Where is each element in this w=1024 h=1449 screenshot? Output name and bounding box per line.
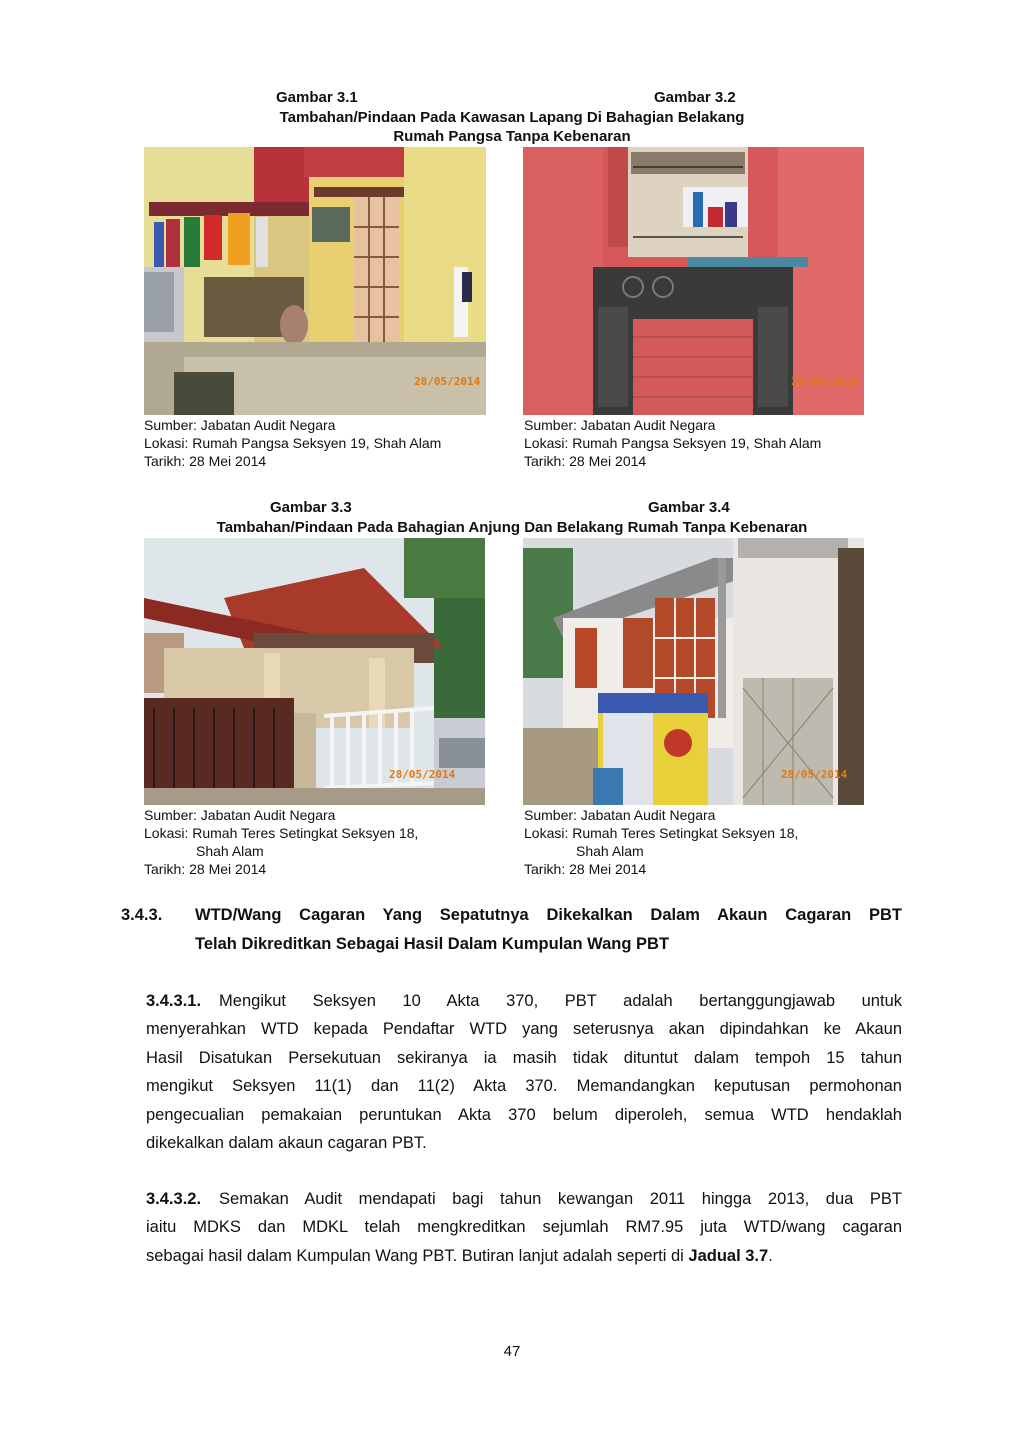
caption-date: Tarikh: 28 Mei 2014 bbox=[524, 861, 647, 877]
paragraph-end: . bbox=[768, 1246, 773, 1265]
paragraph-line: dikekalkan dalam akaun cagaran PBT. bbox=[146, 1134, 427, 1153]
caption-gambar-3-2 bbox=[524, 416, 821, 470]
paragraph-line: pengecualian pemakaian peruntukan Akta 370 belum diperoleh, semua WTD hendaklah bbox=[146, 1105, 902, 1124]
figure-label-3-3: Gambar 3.3 bbox=[270, 499, 352, 516]
paragraph-line bbox=[146, 1242, 902, 1270]
caption-source: Sumber: Jabatan Audit Negara bbox=[524, 807, 716, 823]
paragraph-line: Hasil Disatukan Persekutuan sekiranya ia masih tidak dituntut dalam tempoh 15 tahun bbox=[146, 1048, 902, 1067]
figure-label-3-2: Gambar 3.2 bbox=[654, 89, 736, 106]
paragraph-line-text: sebagai hasil dalam Kumpulan Wang PBT. Butiran lanjut adalah seperti di bbox=[146, 1246, 684, 1265]
caption-location-line2: Shah Alam bbox=[576, 843, 644, 859]
caption-date: Tarikh: 28 Mei 2014 bbox=[144, 453, 267, 469]
page-number: 47 bbox=[503, 1343, 521, 1360]
figure-label-3-1: Gambar 3.1 bbox=[276, 89, 358, 106]
photo4-datestamp: 28/05/2014 bbox=[781, 768, 848, 781]
caption-gambar-3-4 bbox=[524, 806, 798, 878]
photo-gambar-3-4 bbox=[523, 538, 864, 805]
caption-location: Lokasi: Rumah Pangsa Seksyen 19, Shah Alam bbox=[144, 435, 442, 451]
paragraph-number: 3.4.3.1. bbox=[146, 992, 202, 1010]
table-reference-link: Jadual 3.7 bbox=[688, 1246, 769, 1265]
figure-title-top-line2: Rumah Pangsa Tanpa Kebenaran bbox=[393, 128, 631, 145]
photo-gambar-3-2 bbox=[523, 147, 864, 415]
caption-source: Sumber: Jabatan Audit Negara bbox=[144, 807, 336, 823]
paragraph-3-4-3-1 bbox=[146, 987, 902, 1157]
caption-date: Tarikh: 28 Mei 2014 bbox=[524, 453, 647, 469]
paragraph-number: 3.4.3.2. bbox=[146, 1190, 202, 1208]
caption-location: Lokasi: Rumah Pangsa Seksyen 19, Shah Alam bbox=[524, 435, 822, 451]
photo1-datestamp: 28/05/2014 bbox=[414, 375, 481, 388]
paragraph-line bbox=[146, 1185, 902, 1213]
paragraph-line-text: Semakan Audit mendapati bagi tahun kewangan 2011 hingga 2013, dua PBT bbox=[219, 1190, 902, 1208]
paragraph-line bbox=[146, 987, 902, 1015]
caption-location-line1: Lokasi: Rumah Teres Setingkat Seksyen 18, bbox=[524, 825, 799, 841]
caption-date: Tarikh: 28 Mei 2014 bbox=[144, 861, 267, 877]
section-number: 3.4.3. bbox=[121, 906, 163, 924]
figure-title-top-line1: Tambahan/Pindaan Pada Kawasan Lapang Di Bahagian Belakang bbox=[279, 109, 745, 126]
figure-label-3-4: Gambar 3.4 bbox=[648, 499, 730, 516]
paragraph-line: menyerahkan WTD kepada Pendaftar WTD yang seterusnya akan dipindahkan ke Akaun bbox=[146, 1020, 902, 1039]
photo2-datestamp: 28/05/2014 bbox=[791, 375, 858, 388]
photo3-datestamp: 28/05/2014 bbox=[389, 768, 456, 781]
caption-gambar-3-1 bbox=[144, 416, 441, 470]
photo-gambar-3-1 bbox=[144, 147, 486, 415]
caption-gambar-3-3 bbox=[144, 806, 418, 878]
photo-gambar-3-3 bbox=[144, 538, 485, 805]
figure-title-bottom: Tambahan/Pindaan Pada Bahagian Anjung Dan Belakang Rumah Tanpa Kebenaran bbox=[216, 519, 808, 536]
paragraph-line: iaitu MDKS dan MDKL telah mengkreditkan sejumlah RM7.95 juta WTD/wang cagaran bbox=[146, 1218, 902, 1237]
paragraph-3-4-3-2 bbox=[146, 1185, 902, 1270]
paragraph-line-text: Mengikut Seksyen 10 Akta 370, PBT adalah bertanggungjawab untuk bbox=[219, 992, 902, 1010]
section-title-line2: Telah Dikreditkan Sebagai Hasil Dalam Kumpulan Wang PBT bbox=[195, 935, 670, 953]
paragraph-line: mengikut Seksyen 11(1) dan 11(2) Akta 370. Memandangkan keputusan permohonan bbox=[146, 1077, 902, 1096]
caption-source: Sumber: Jabatan Audit Negara bbox=[524, 417, 716, 433]
section-title-line1: WTD/Wang Cagaran Yang Sepatutnya Dikekalkan Dalam Akaun Cagaran PBT bbox=[195, 906, 902, 924]
caption-location-line2: Shah Alam bbox=[196, 843, 264, 859]
caption-source: Sumber: Jabatan Audit Negara bbox=[144, 417, 336, 433]
caption-location-line1: Lokasi: Rumah Teres Setingkat Seksyen 18, bbox=[144, 825, 419, 841]
